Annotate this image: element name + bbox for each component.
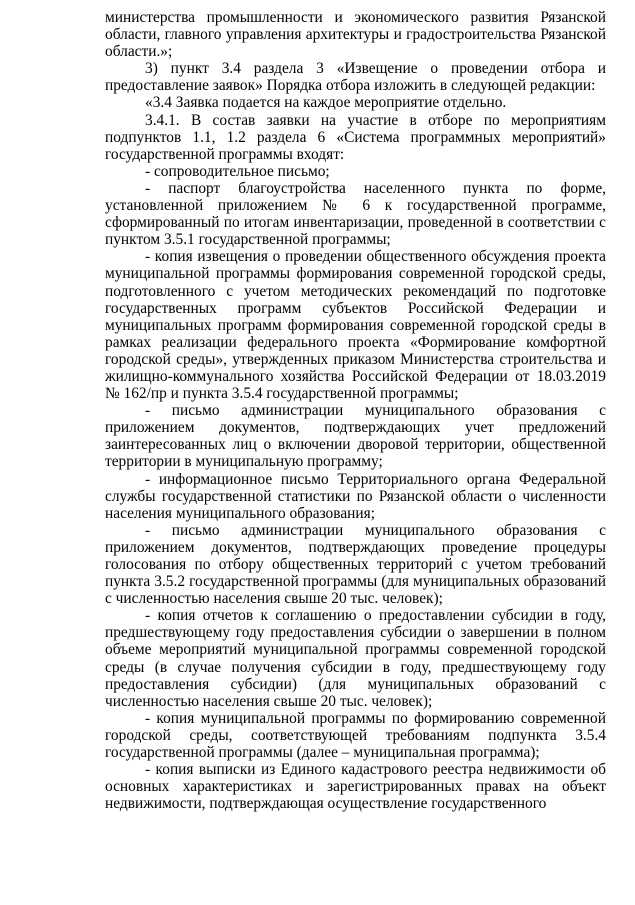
list-item-municipal-program: - копия муниципальной программы по формированию современной городской среды, соответствующей требованиям подпункта 3.5.4 государственной программы (далее – муниципальная программа); xyxy=(105,709,606,762)
paragraph-item-3: 3) пункт 3.4 раздела 3 «Извещение о проведении отбора и предоставление заявок» Порядка отбора изложить в следующей редакции: xyxy=(105,60,606,95)
list-item-passport: - паспорт благоустройства населенного пункта по форме, установленной приложением № 6 к государственной программе, сформированный по итогам инвентаризации, проведенной в соответствии с пунктом 3.5.1 государственной программы; xyxy=(105,179,606,249)
list-item-voting-letter: - письмо администрации муниципального образования с приложением документов, подтверждающих проведение процедуры голосования по отбору общественных территорий с учетом требований пункта 3.5.2 государственной программы (для муниципальных образований с численностью населения свыше 20 тыс. человек); xyxy=(105,521,606,608)
paragraph-clause-3-4: «3.4 Заявка подается на каждое мероприятие отдельно. xyxy=(145,94,507,112)
list-item-statistics-letter: - информационное письмо Территориального органа Федеральной службы государственной статистики по Рязанской области о численности населения муниципального образования; xyxy=(105,470,606,522)
list-item-discussion-notice: - копия извещения о проведении общественного обсуждения проекта муниципальной программы формирования современной городской среды, подготовленного с учетом методических рекомендаций по подготовке государственных программ субъектов Российской Федерации и муниципальных программ формирования современной городской среды в рамках реализации федерального проекта «Формирование комфортной городской среды», утвержденных приказом Министерства строительства и жилищно-коммунального хозяйства Российской Федерации от 18.03.2019 № 162/пр и пункта 3.5.4 государственной программы; xyxy=(105,248,606,403)
list-item-cadastre-extract: - копия выписки из Единого кадастрового реестра недвижимости об основных характеристиках и зарегистрированных правах на объект недвижимости, подтверждающая осуществление государственного xyxy=(105,761,606,813)
list-item-cover-letter: - сопроводительное письмо; xyxy=(145,162,330,180)
list-item-admin-letter: - письмо администрации муниципального образования с приложением документов, подтверждающих учет предложений заинтересованных лиц о включении дворовой территории, общественной территории в муниципальную программу; xyxy=(105,402,606,471)
list-item-subsidy-reports: - копия отчетов к соглашению о предоставлении субсидии в году, предшествующему году предоставления субсидии о завершении в полном объеме мероприятий муниципальной программы современной городской среды (в случае получения субсидии в году, предшествующему году предоставления субсидии) (для муниципальных образований с численностью населения свыше 20 тыс. человек); xyxy=(105,607,606,710)
paragraph-clause-3-4-1: 3.4.1. В состав заявки на участие в отборе по мероприятиям подпунктов 1.1, 1.2 раздела 6 «Система программных мероприятий» государственной программы входят: xyxy=(105,111,606,163)
document-body xyxy=(105,9,606,812)
paragraph-continuation: министерства промышленности и экономического развития Рязанской области, главного управления архитектуры и градостроительства Рязанской области.»; xyxy=(105,9,606,61)
